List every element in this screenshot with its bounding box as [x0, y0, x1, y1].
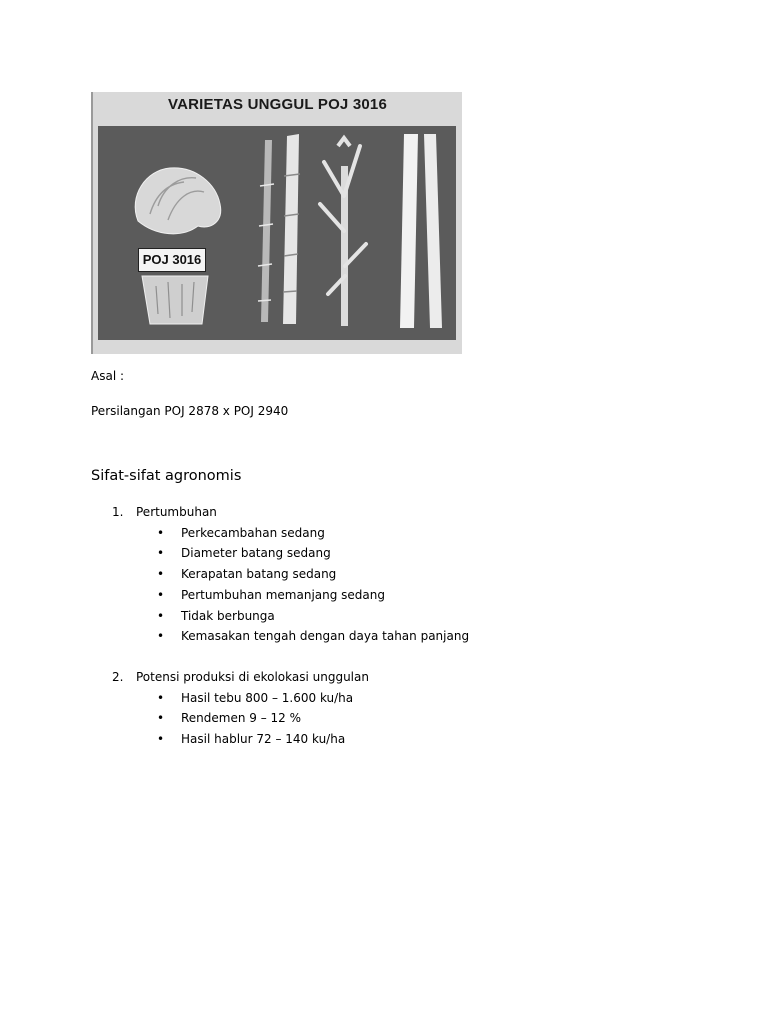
bullet-icon: • [157, 711, 165, 726]
list-item: • Rendemen 9 – 12 % [181, 708, 469, 729]
section-number: 2. [112, 669, 124, 684]
list-item: • Perkecambahan sedang [181, 523, 469, 544]
origin-value: Persilangan POJ 2878 x POJ 2940 [91, 404, 289, 418]
variety-photo [91, 92, 462, 354]
section-heading: Sifat-sifat agronomis [91, 468, 242, 484]
photo-title: VARIETAS UNGGUL POJ 3016 [167, 96, 388, 113]
section-growth [112, 502, 469, 647]
production-items [136, 688, 469, 750]
bullet-icon: • [157, 546, 165, 561]
bullet-icon: • [157, 608, 165, 623]
section-title: Pertumbuhan [136, 505, 217, 519]
growth-items [136, 523, 469, 647]
origin-label: Asal : [91, 369, 125, 383]
bullet-icon: • [157, 567, 165, 582]
variety-tag: POJ 3016 [138, 248, 206, 272]
bullet-icon: • [157, 629, 165, 644]
bullet-icon: • [157, 690, 165, 705]
list-item: • Pertumbuhan memanjang sedang [181, 585, 469, 606]
bullet-icon: • [157, 587, 165, 602]
list-item: • Hasil hablur 72 – 140 ku/ha [181, 729, 469, 750]
section-title: Potensi produksi di ekolokasi unggulan [136, 669, 369, 684]
sugarcane-specimens-illustration [98, 126, 456, 340]
bullet-icon: • [157, 732, 165, 747]
list-item: • Kemasakan tengah dengan daya tahan panjang [181, 626, 469, 647]
list-item: • Kerapatan batang sedang [181, 564, 469, 585]
bullet-icon: • [157, 525, 165, 540]
list-item: • Diameter batang sedang [181, 543, 469, 564]
properties-list [112, 502, 469, 770]
section-number: 1. [112, 505, 124, 519]
photo-panel [98, 126, 456, 340]
list-item: • Tidak berbunga [181, 606, 469, 627]
list-item: • Hasil tebu 800 – 1.600 ku/ha [181, 688, 469, 709]
section-production [112, 667, 469, 750]
